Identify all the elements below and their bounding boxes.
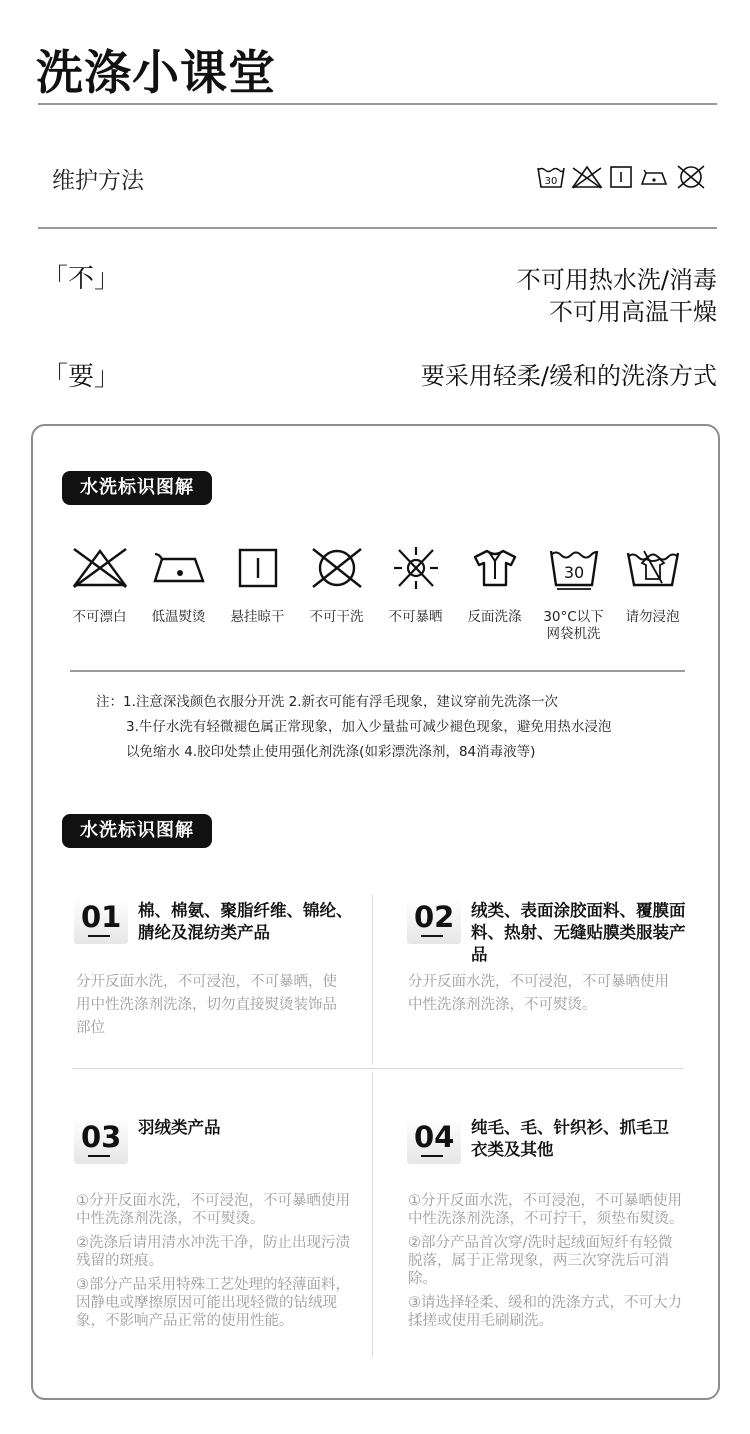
dont-rules [517, 264, 717, 328]
wash-symbol-row [60, 545, 700, 643]
grid-divider-vertical [372, 895, 373, 1065]
section-body [76, 971, 344, 1046]
section-number-badge [407, 1118, 461, 1164]
wash-symbol-label: 30°C以下 网袋机洗 [543, 609, 604, 642]
care-icon-strip [536, 164, 708, 190]
section-number-badge [74, 1118, 128, 1164]
section-number-badge [74, 898, 128, 944]
section-number: 01 [81, 900, 122, 934]
section-title: 羽绒类产品 [138, 1118, 221, 1137]
note-line: 以免缩水 4.胶印处禁止使用强化剂洗涤(如彩漂洗涤剂，84消毒液等) [126, 744, 536, 760]
section-number: 02 [414, 900, 455, 934]
section-title: 绒类、表面涂胶面料、覆膜面料、热射、无缝贴膜类服装产品 [471, 901, 686, 964]
care-divider [38, 227, 717, 229]
wash-symbol-label: 不可干洗 [309, 609, 364, 625]
section-paragraph: ③部分产品采用特殊工艺处理的轻薄面料，因静电或摩擦原因可能出现轻微的钻绒现象，不影响产品正常的使用性能。 [76, 1277, 350, 1329]
dont-rule-line: 不可用热水洗/消毒 [516, 266, 717, 294]
dont-rule-line: 不可用高温干燥 [549, 298, 717, 326]
no-dry-clean-icon [674, 164, 708, 190]
section-title: 棉、棉氨、聚脂纤维、锦纶、腈纶及混纺类产品 [138, 901, 353, 942]
low-iron-icon [638, 164, 670, 190]
grid-divider-horizontal [72, 1068, 684, 1069]
wash-symbol-label: 不可漂白 [72, 609, 127, 625]
section-number: 03 [81, 1120, 122, 1154]
no-bleach-icon [570, 164, 604, 190]
section-number-badge [407, 898, 461, 944]
dont-bracket: 「不」 [42, 264, 121, 294]
section-paragraph: 分开反面水洗，不可浸泡，不可暴晒使用中性洗涤剂洗涤，不可熨烫。 [408, 974, 669, 1013]
inside-out-wash-icon [471, 545, 519, 591]
wash-symbol-label: 低温熨烫 [151, 609, 206, 625]
wash-symbol [139, 545, 218, 643]
section-body [76, 1192, 352, 1336]
materials-title: 水洗标识图解 [62, 814, 212, 848]
wash-symbol [297, 545, 376, 643]
grid-divider-vertical [372, 1072, 373, 1357]
wash-symbol [613, 545, 692, 643]
hang-dry-icon [235, 545, 281, 591]
page-title: 洗涤小课堂 [36, 46, 276, 101]
section-paragraph: ③请选择轻柔、缓和的洗涤方式，不可大力揉搓或使用毛刷刷洗。 [408, 1295, 682, 1329]
section-paragraph: ②部分产品首次穿/洗时起绒面短纤有轻微脱落，属于正常现象，两三次穿洗后可消除。 [408, 1235, 673, 1287]
low-temp-iron-icon [151, 545, 207, 591]
header-divider [38, 103, 717, 105]
wash-symbol-label: 不可暴晒 [388, 609, 443, 625]
wash-symbol [218, 545, 297, 643]
no-soak-icon [624, 545, 682, 591]
section-title: 纯毛、毛、针织衫、抓毛卫衣类及其他 [471, 1118, 669, 1159]
do-rules [421, 360, 717, 392]
note-line: 3.牛仔水洗有轻微褪色属正常现象，加入少量盐可减少褪色现象，避免用热水浸泡 [126, 719, 612, 735]
wash-symbol-label: 悬挂晾干 [230, 609, 285, 625]
no-sun-icon [391, 545, 441, 591]
section-paragraph: 分开反面水洗，不可浸泡，不可暴晒，使用中性洗涤剂洗涤，切勿直接熨烫装饰品部位 [76, 974, 337, 1036]
section-number: 04 [414, 1120, 455, 1154]
wash-notes [96, 690, 611, 765]
wash-guide-title: 水洗标识图解 [62, 471, 212, 505]
wash-symbol [376, 545, 455, 643]
section-body [408, 971, 676, 1023]
section-paragraph: ①分开反面水洗，不可浸泡，不可暴晒使用中性洗涤剂洗涤，不可拧干，须垫布熨烫。 [408, 1193, 684, 1227]
section-paragraph: ①分开反面水洗，不可浸泡，不可暴晒使用中性洗涤剂洗涤，不可熨烫。 [76, 1193, 350, 1227]
wash-symbol [60, 545, 139, 643]
wash-30-icon [536, 164, 566, 190]
wash-symbol [455, 545, 534, 643]
wash-30-net-bag-icon [547, 545, 601, 591]
note-line: 注：1.注意深浅颜色衣服分开洗 2.新衣可能有浮毛现象，建议穿前先洗涤一次 [96, 694, 559, 710]
no-dry-clean-icon [308, 545, 366, 591]
wash-temp-text: 30 [563, 563, 584, 582]
symbols-divider [70, 670, 685, 672]
wash-temp-text: 30 [544, 176, 558, 187]
section-body [408, 1192, 684, 1336]
hang-dry-icon [608, 164, 634, 190]
care-method-label: 维护方法 [52, 168, 144, 194]
wash-symbol [534, 545, 613, 643]
do-bracket: 「要」 [42, 362, 121, 392]
wash-symbol-label: 请勿浸泡 [625, 609, 680, 625]
do-rule-line: 要采用轻柔/缓和的洗涤方式 [420, 362, 717, 390]
section-paragraph: ②洗涤后请用清水冲洗干净，防止出现污渍残留的斑痕。 [76, 1235, 350, 1269]
wash-symbol-label: 反面洗涤 [467, 609, 522, 625]
no-bleach-icon [70, 545, 130, 591]
